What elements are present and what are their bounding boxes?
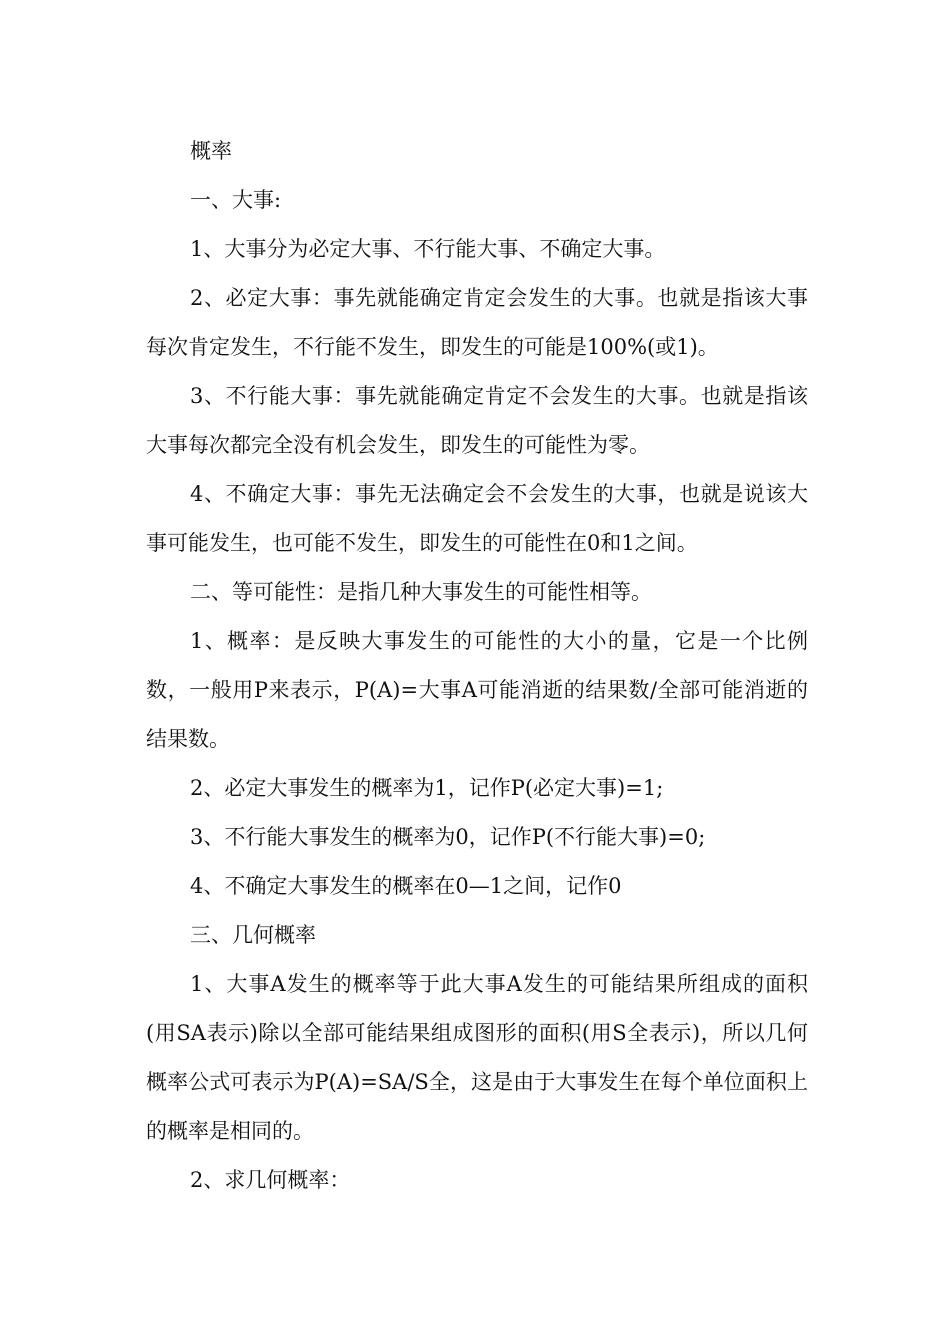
paragraph: 4、不确定大事：事先无法确定会不会发生的大事，也就是说该大事可能发生，也可能不发生，即发生的可能性在0和1之间。 <box>146 482 808 555</box>
paragraph: 3、不行能大事发生的概率为0，记作P(不行能大事)=0; <box>190 825 706 849</box>
paragraph: 1、大事A发生的概率等于此大事A发生的可能结果所组成的面积(用SA表示)除以全部可能结果组成图形的面积(用S全表示)，所以几何概率公式可表示为P(A)=SA/S全，这是由于大事发生在每个单位面积上的概率是相同的。 <box>146 972 808 1143</box>
paragraph: 1、大事分为必定大事、不行能大事、不确定大事。 <box>190 237 666 261</box>
section-heading-geometric-probability: 三、几何概率 <box>190 923 316 947</box>
document-title: 概率 <box>190 139 232 163</box>
paragraph: 4、不确定大事发生的概率在0—1之间，记作0 <box>190 874 622 898</box>
paragraph: 2、必定大事发生的概率为1，记作P(必定大事)=1; <box>190 776 664 800</box>
paragraph: 2、必定大事：事先就能确定肯定会发生的大事。也就是指该大事每次肯定发生，不行能不发生，即发生的可能是100%(或1)。 <box>146 286 808 359</box>
document-body <box>146 127 808 1205</box>
section-heading-equal-likelihood: 二、等可能性：是指几种大事发生的可能性相等。 <box>190 580 652 604</box>
paragraph: 1、概率：是反映大事发生的可能性的大小的量，它是一个比例数，一般用P来表示，P(A)=大事A可能消逝的结果数/全部可能消逝的结果数。 <box>146 629 808 751</box>
paragraph: 3、不行能大事：事先就能确定肯定不会发生的大事。也就是指该大事每次都完全没有机会发生，即发生的可能性为零。 <box>146 384 808 457</box>
paragraph: 2、求几何概率： <box>190 1168 351 1192</box>
section-heading-events: 一、大事: <box>190 188 282 212</box>
